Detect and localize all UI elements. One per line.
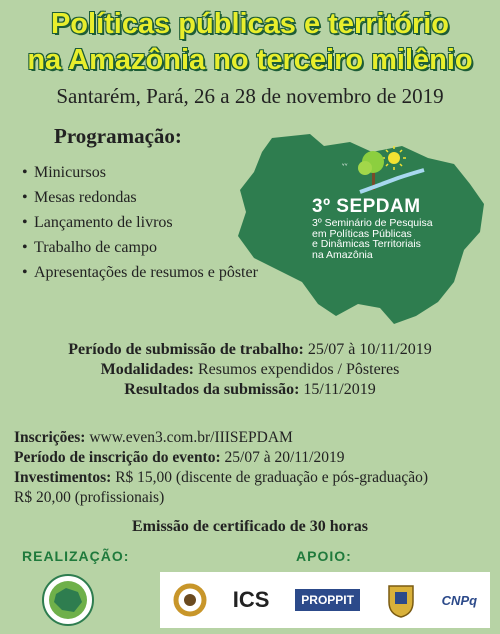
inscricoes: Inscrições: www.even3.com.br/IIISEPDAM xyxy=(14,429,293,446)
list-item: • Trabalho de campo xyxy=(22,239,157,256)
title-line-2: na Amazônia no terceiro milênio xyxy=(27,44,473,76)
list-item: • Apresentações de resumos e pôster xyxy=(22,264,258,281)
sponsor-ics: ICS xyxy=(232,587,270,612)
modalidades: Modalidades: Resumos expendidos / Pôsteres xyxy=(100,361,400,378)
submission-period: Período de submissão de trabalho: 25/07 à 10/11/2019 xyxy=(68,341,432,358)
birds-icon: ᵛᵛ xyxy=(342,162,348,170)
programacao-title: Programação: xyxy=(54,124,182,148)
crest-icon xyxy=(386,582,416,618)
event-logo-description: 3º Seminário de Pesquisa em Políticas Públicas e Dinâmicas Territoriais na Amazônia xyxy=(312,217,433,261)
sponsor-proppit: PROPPIT xyxy=(295,589,360,611)
apoio-label: APOIO: xyxy=(296,548,352,564)
certificate-info: Emissão de certificado de 30 horas xyxy=(132,518,368,535)
inscricao-period: Período de inscrição do evento: 25/07 à 20/11/2019 xyxy=(14,449,345,466)
list-item: • Minicursos xyxy=(22,164,106,181)
swirl-logo-icon xyxy=(173,583,207,617)
event-location-date: Santarém, Pará, 26 a 28 de novembro de 2019 xyxy=(56,84,444,108)
programacao-list xyxy=(22,160,258,285)
resultados: Resultados da submissão: 15/11/2019 xyxy=(124,381,376,398)
registration-link[interactable]: www.even3.com.br/IIISEPDAM xyxy=(89,429,293,446)
title-line-1: Políticas públicas e território xyxy=(50,8,450,40)
event-logo-name: 3º SEPDAM xyxy=(312,196,421,217)
sponsor-cnpq: CNPq xyxy=(441,592,478,608)
sponsor-logo-1 xyxy=(173,583,207,617)
submission-info xyxy=(0,340,500,400)
organizer-seal-icon xyxy=(42,574,94,626)
registration-info xyxy=(14,428,428,508)
sponsor-logo-crest xyxy=(386,582,416,618)
list-item: • Mesas redondas xyxy=(22,189,137,206)
poster-title xyxy=(0,6,500,78)
sponsors-bar xyxy=(160,572,490,628)
investimentos: Investimentos: R$ 15,00 (discente de graduação e pós-graduação) xyxy=(14,469,429,486)
sun-icon xyxy=(388,152,400,164)
list-item: • Lançamento de livros xyxy=(22,214,173,231)
investimentos-professional: R$ 20,00 (profissionais) xyxy=(14,489,165,506)
realizacao-label: REALIZAÇÃO: xyxy=(22,548,130,564)
